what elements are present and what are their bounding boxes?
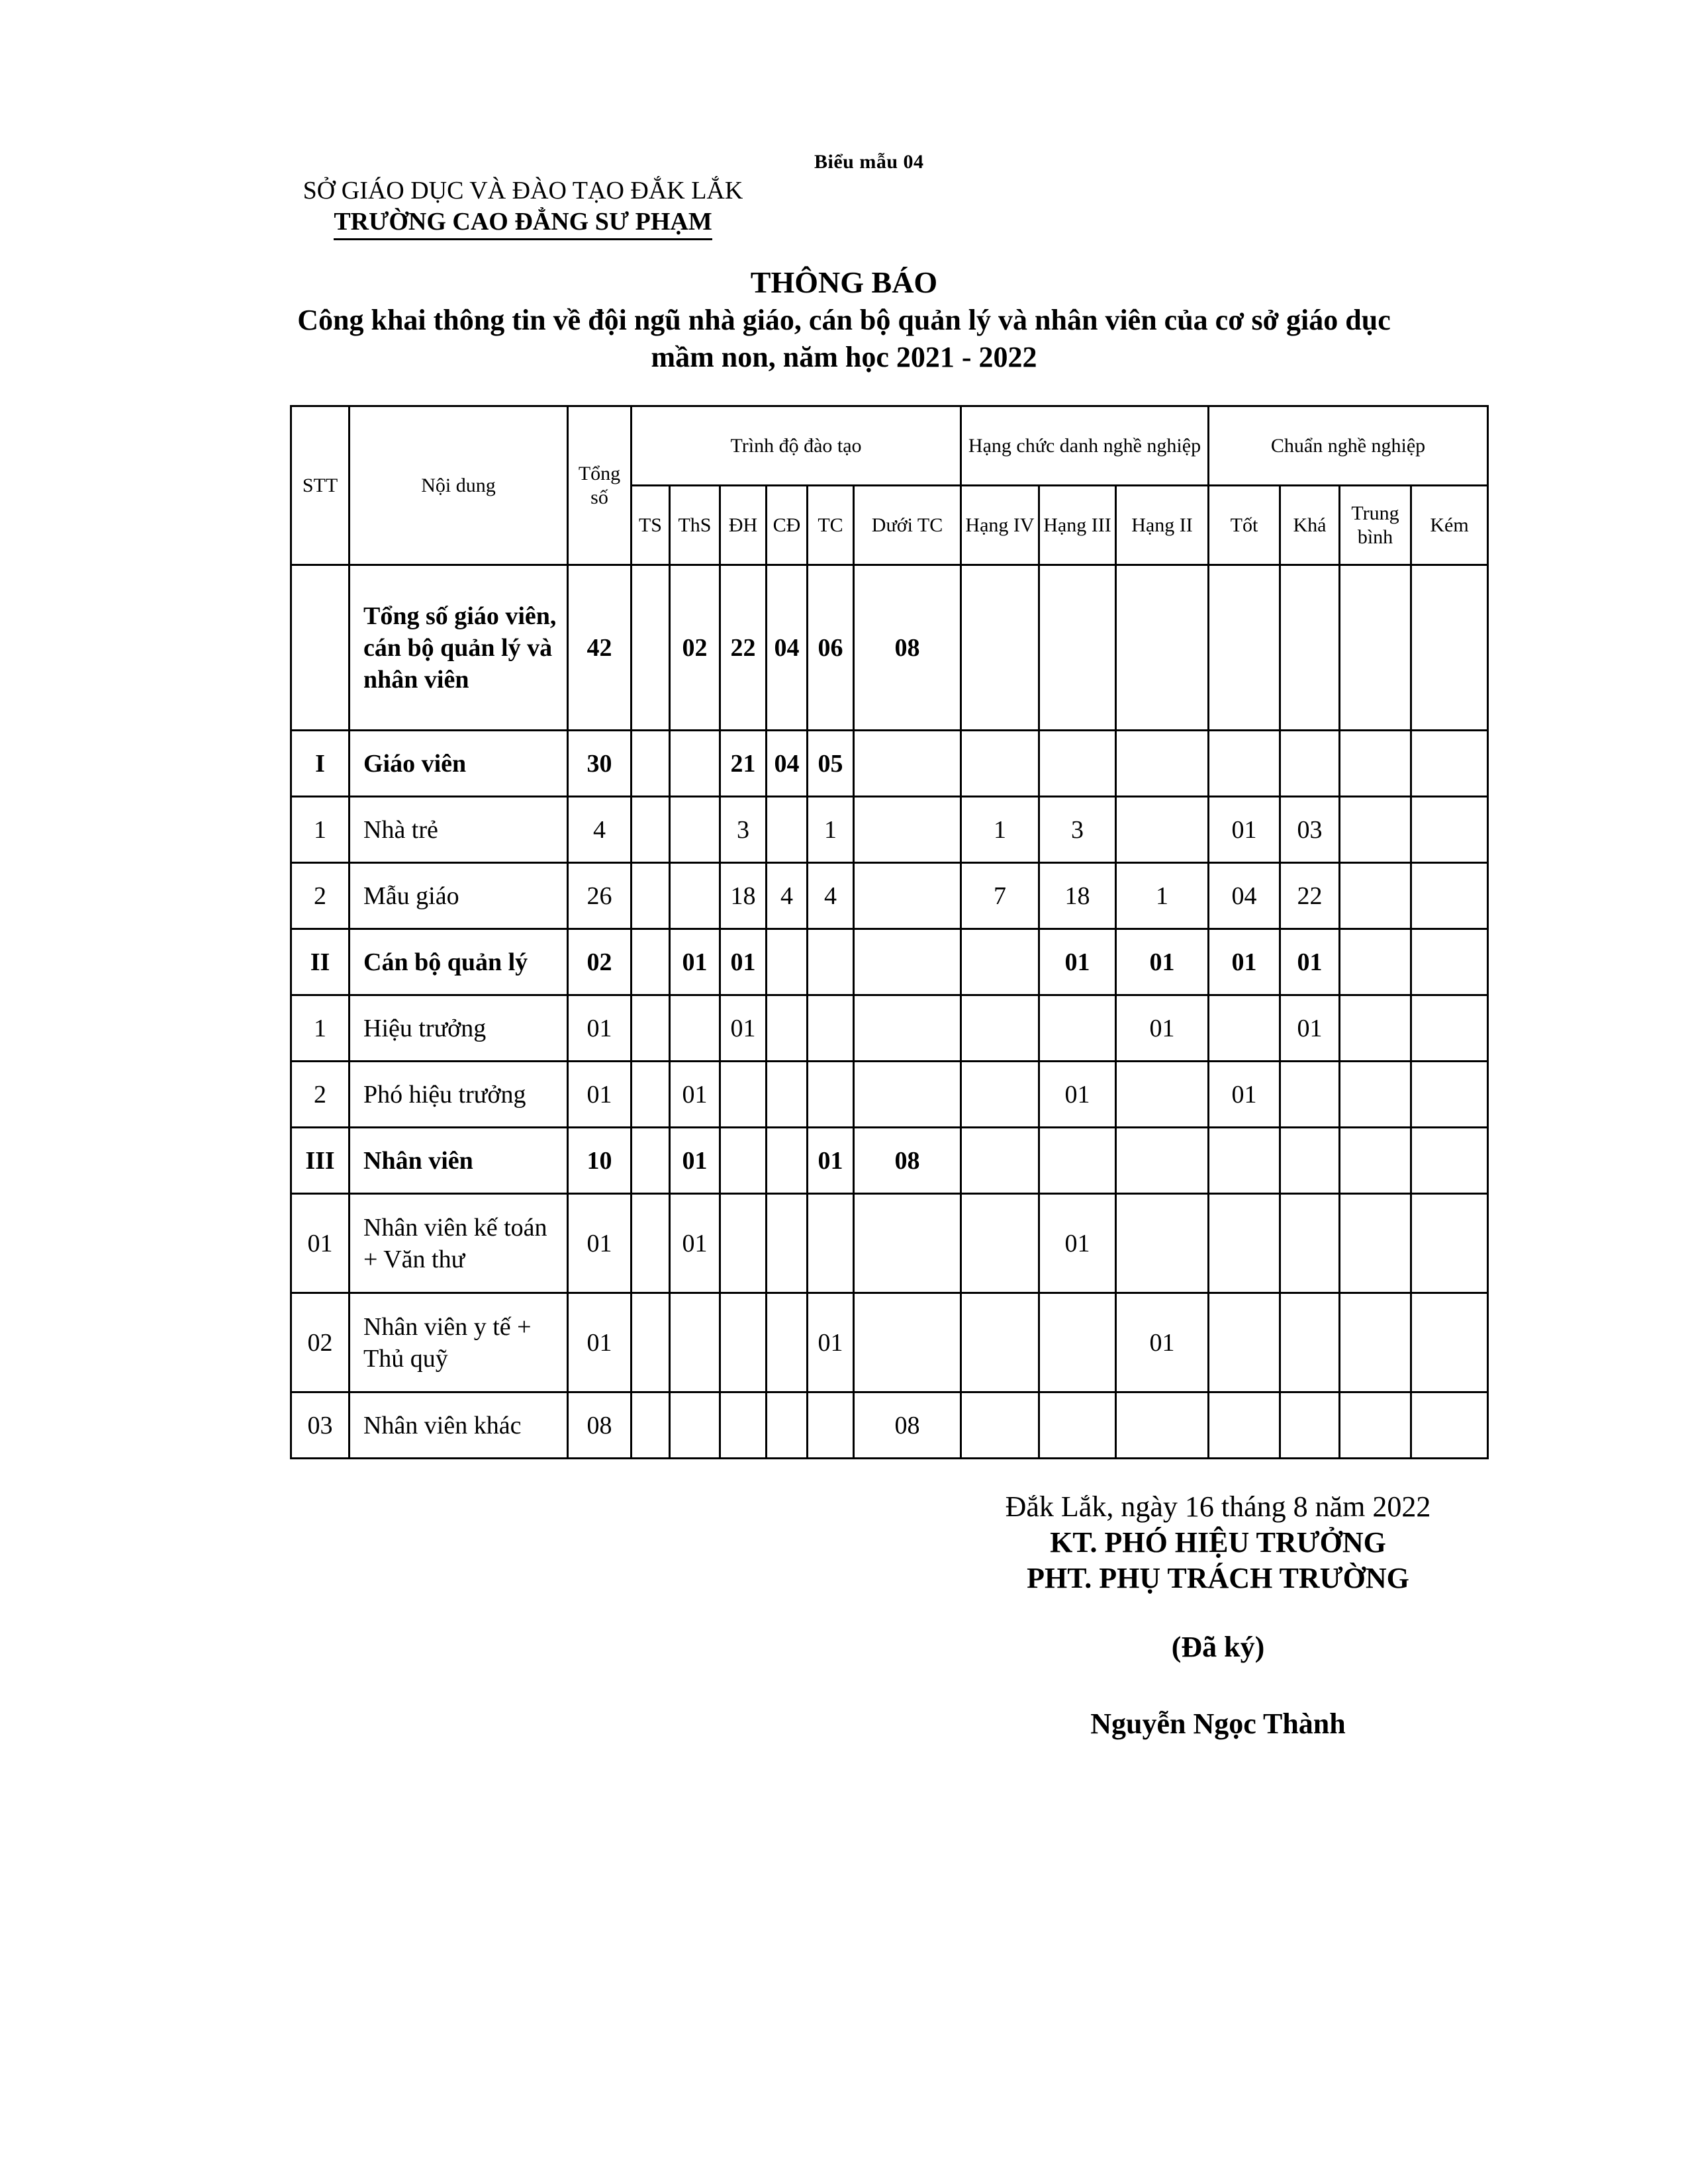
cell-kem bbox=[1411, 1128, 1488, 1194]
table-row bbox=[291, 929, 1488, 995]
cell-content: Tổng số giáo viên, cán bộ quản lý và nhân viên bbox=[350, 565, 568, 731]
cell-kha: 03 bbox=[1280, 797, 1340, 863]
header-duoi-tc: Dưới TC bbox=[854, 486, 961, 565]
header-dh: ĐH bbox=[720, 486, 767, 565]
cell-hang-iv: 1 bbox=[961, 797, 1039, 863]
cell-tb bbox=[1340, 565, 1411, 731]
cell-cd: 04 bbox=[767, 565, 808, 731]
cell-hang-iv bbox=[961, 995, 1039, 1062]
cell-tot bbox=[1209, 1293, 1280, 1392]
cell-stt: II bbox=[291, 929, 350, 995]
cell-content: Nhân viên bbox=[350, 1128, 568, 1194]
header-content: Nội dung bbox=[350, 406, 568, 565]
title-line-2: mầm non, năm học 2021 - 2022 bbox=[651, 341, 1037, 373]
cell-cd: 04 bbox=[767, 731, 808, 797]
cell-tot: 01 bbox=[1209, 1062, 1280, 1128]
cell-content: Mẫu giáo bbox=[350, 863, 568, 929]
cell-kha bbox=[1280, 565, 1340, 731]
cell-stt: I bbox=[291, 731, 350, 797]
cell-ths bbox=[670, 863, 720, 929]
cell-kha: 01 bbox=[1280, 929, 1340, 995]
cell-kem bbox=[1411, 1392, 1488, 1459]
cell-cd bbox=[767, 1062, 808, 1128]
cell-tot: 04 bbox=[1209, 863, 1280, 929]
cell-hang-iii: 18 bbox=[1039, 863, 1116, 929]
header-training: Trình độ đào tạo bbox=[632, 406, 961, 486]
cell-ths: 02 bbox=[670, 565, 720, 731]
cell-duoi-tc: 08 bbox=[854, 565, 961, 731]
cell-kha: 01 bbox=[1280, 995, 1340, 1062]
cell-dh bbox=[720, 1293, 767, 1392]
cell-cd bbox=[767, 1392, 808, 1459]
cell-tb bbox=[1340, 995, 1411, 1062]
title-line-1: Công khai thông tin về đội ngũ nhà giáo, cán bộ quản lý và nhân viên của cơ sở giáo dục bbox=[297, 304, 1391, 336]
table-row bbox=[291, 731, 1488, 797]
cell-kha bbox=[1280, 731, 1340, 797]
cell-dh: 01 bbox=[720, 995, 767, 1062]
cell-kha bbox=[1280, 1392, 1340, 1459]
cell-ths bbox=[670, 995, 720, 1062]
header-total: Tổng số bbox=[568, 406, 632, 565]
form-code: Biểu mẫu 04 bbox=[814, 151, 924, 173]
cell-hang-ii: 1 bbox=[1116, 863, 1209, 929]
cell-ts bbox=[632, 1392, 670, 1459]
cell-ts bbox=[632, 565, 670, 731]
cell-cd bbox=[767, 1194, 808, 1293]
cell-tot bbox=[1209, 1194, 1280, 1293]
header-stt: STT bbox=[291, 406, 350, 565]
cell-total: 10 bbox=[568, 1128, 632, 1194]
cell-dh: 3 bbox=[720, 797, 767, 863]
cell-kem bbox=[1411, 565, 1488, 731]
cell-ths: 01 bbox=[670, 1128, 720, 1194]
cell-total: 42 bbox=[568, 565, 632, 731]
cell-ths bbox=[670, 731, 720, 797]
notice-title bbox=[199, 263, 1489, 376]
cell-tb bbox=[1340, 863, 1411, 929]
cell-dh: 18 bbox=[720, 863, 767, 929]
cell-content: Giáo viên bbox=[350, 731, 568, 797]
cell-tot bbox=[1209, 1128, 1280, 1194]
signed-note: (Đã ký) bbox=[1171, 1631, 1265, 1663]
header-tc: TC bbox=[808, 486, 854, 565]
signature-title-1: KT. PHÓ HIỆU TRƯỞNG bbox=[1050, 1526, 1386, 1559]
cell-duoi-tc: 08 bbox=[854, 1392, 961, 1459]
header-hang-iv: Hạng IV bbox=[961, 486, 1039, 565]
cell-tc: 05 bbox=[808, 731, 854, 797]
cell-tb bbox=[1340, 1128, 1411, 1194]
cell-cd bbox=[767, 1128, 808, 1194]
signer-name: Nguyễn Ngọc Thành bbox=[1090, 1707, 1346, 1740]
cell-tc bbox=[808, 1062, 854, 1128]
cell-kem bbox=[1411, 1062, 1488, 1128]
cell-stt: 1 bbox=[291, 797, 350, 863]
cell-hang-iii bbox=[1039, 565, 1116, 731]
cell-content: Nhân viên kế toán + Văn thư bbox=[350, 1194, 568, 1293]
cell-hang-iv bbox=[961, 565, 1039, 731]
cell-ths: 01 bbox=[670, 1194, 720, 1293]
table-row bbox=[291, 1194, 1488, 1293]
cell-tb bbox=[1340, 1392, 1411, 1459]
cell-tc bbox=[808, 929, 854, 995]
school-name: TRƯỜNG CAO ĐẲNG SƯ PHẠM bbox=[334, 206, 712, 240]
cell-content: Nhân viên khác bbox=[350, 1392, 568, 1459]
cell-kem bbox=[1411, 929, 1488, 995]
cell-cd bbox=[767, 797, 808, 863]
cell-kha bbox=[1280, 1128, 1340, 1194]
cell-stt: 1 bbox=[291, 995, 350, 1062]
cell-total: 01 bbox=[568, 995, 632, 1062]
cell-hang-iii: 3 bbox=[1039, 797, 1116, 863]
cell-hang-iv bbox=[961, 731, 1039, 797]
table-row bbox=[291, 1392, 1488, 1459]
cell-hang-iii bbox=[1039, 1293, 1116, 1392]
cell-duoi-tc: 08 bbox=[854, 1128, 961, 1194]
cell-tc: 01 bbox=[808, 1128, 854, 1194]
cell-tb bbox=[1340, 731, 1411, 797]
cell-tb bbox=[1340, 1062, 1411, 1128]
cell-hang-iv bbox=[961, 929, 1039, 995]
cell-tc bbox=[808, 995, 854, 1062]
header-rank: Hạng chức danh nghề nghiệp bbox=[961, 406, 1209, 486]
cell-dh: 21 bbox=[720, 731, 767, 797]
cell-hang-iv bbox=[961, 1392, 1039, 1459]
cell-hang-iv bbox=[961, 1128, 1039, 1194]
cell-dh bbox=[720, 1128, 767, 1194]
cell-total: 08 bbox=[568, 1392, 632, 1459]
cell-hang-ii bbox=[1116, 565, 1209, 731]
cell-tot: 01 bbox=[1209, 797, 1280, 863]
cell-hang-iv bbox=[961, 1062, 1039, 1128]
cell-stt: III bbox=[291, 1128, 350, 1194]
cell-ts bbox=[632, 929, 670, 995]
department-name: SỞ GIÁO DỤC VÀ ĐÀO TẠO ĐẮK LẮK bbox=[303, 177, 743, 205]
cell-tc bbox=[808, 1194, 854, 1293]
header-standard: Chuẩn nghề nghiệp bbox=[1209, 406, 1488, 486]
cell-tc: 1 bbox=[808, 797, 854, 863]
cell-kem bbox=[1411, 1194, 1488, 1293]
cell-dh bbox=[720, 1062, 767, 1128]
cell-hang-ii bbox=[1116, 1128, 1209, 1194]
table-row bbox=[291, 1293, 1488, 1392]
cell-duoi-tc bbox=[854, 731, 961, 797]
cell-tc: 06 bbox=[808, 565, 854, 731]
cell-total: 02 bbox=[568, 929, 632, 995]
cell-ts bbox=[632, 1062, 670, 1128]
cell-kem bbox=[1411, 863, 1488, 929]
cell-hang-iv: 7 bbox=[961, 863, 1039, 929]
cell-total: 01 bbox=[568, 1062, 632, 1128]
cell-total: 01 bbox=[568, 1293, 632, 1392]
cell-dh: 22 bbox=[720, 565, 767, 731]
cell-content: Phó hiệu trưởng bbox=[350, 1062, 568, 1128]
cell-kem bbox=[1411, 731, 1488, 797]
organization-header bbox=[285, 175, 761, 240]
cell-kha: 22 bbox=[1280, 863, 1340, 929]
table-row bbox=[291, 995, 1488, 1062]
cell-duoi-tc bbox=[854, 863, 961, 929]
cell-duoi-tc bbox=[854, 1293, 961, 1392]
header-ts: TS bbox=[632, 486, 670, 565]
cell-ths: 01 bbox=[670, 1062, 720, 1128]
signature-date: Đắk Lắk, ngày 16 tháng 8 năm 2022 bbox=[1005, 1490, 1431, 1523]
cell-hang-ii: 01 bbox=[1116, 929, 1209, 995]
cell-content: Cán bộ quản lý bbox=[350, 929, 568, 995]
cell-content: Nhân viên y tế + Thủ quỹ bbox=[350, 1293, 568, 1392]
cell-dh bbox=[720, 1194, 767, 1293]
cell-tc: 01 bbox=[808, 1293, 854, 1392]
cell-ts bbox=[632, 995, 670, 1062]
title-main: THÔNG BÁO bbox=[750, 265, 938, 299]
cell-hang-iii bbox=[1039, 1392, 1116, 1459]
cell-content: Hiệu trưởng bbox=[350, 995, 568, 1062]
cell-hang-iii bbox=[1039, 995, 1116, 1062]
cell-duoi-tc bbox=[854, 797, 961, 863]
cell-duoi-tc bbox=[854, 929, 961, 995]
cell-total: 01 bbox=[568, 1194, 632, 1293]
cell-cd: 4 bbox=[767, 863, 808, 929]
cell-total: 4 bbox=[568, 797, 632, 863]
cell-dh bbox=[720, 1392, 767, 1459]
cell-duoi-tc bbox=[854, 1062, 961, 1128]
cell-total: 30 bbox=[568, 731, 632, 797]
cell-ts bbox=[632, 1293, 670, 1392]
cell-duoi-tc bbox=[854, 995, 961, 1062]
header-trung-binh: Trung bình bbox=[1340, 486, 1411, 565]
cell-stt: 2 bbox=[291, 1062, 350, 1128]
cell-stt: 03 bbox=[291, 1392, 350, 1459]
cell-cd bbox=[767, 929, 808, 995]
cell-hang-ii bbox=[1116, 1392, 1209, 1459]
cell-ths bbox=[670, 1293, 720, 1392]
cell-cd bbox=[767, 995, 808, 1062]
cell-hang-iii bbox=[1039, 1128, 1116, 1194]
cell-tot bbox=[1209, 731, 1280, 797]
table-body bbox=[291, 565, 1488, 1459]
cell-kem bbox=[1411, 797, 1488, 863]
cell-dh: 01 bbox=[720, 929, 767, 995]
cell-hang-iv bbox=[961, 1194, 1039, 1293]
cell-ts bbox=[632, 1194, 670, 1293]
cell-ts bbox=[632, 731, 670, 797]
table-row bbox=[291, 863, 1488, 929]
cell-tc bbox=[808, 1392, 854, 1459]
cell-ts bbox=[632, 797, 670, 863]
header-tot: Tốt bbox=[1209, 486, 1280, 565]
cell-hang-ii bbox=[1116, 797, 1209, 863]
cell-cd bbox=[767, 1293, 808, 1392]
cell-stt: 2 bbox=[291, 863, 350, 929]
cell-content: Nhà trẻ bbox=[350, 797, 568, 863]
cell-ths bbox=[670, 1392, 720, 1459]
cell-tot bbox=[1209, 1392, 1280, 1459]
cell-hang-iii: 01 bbox=[1039, 1062, 1116, 1128]
cell-hang-iii: 01 bbox=[1039, 1194, 1116, 1293]
cell-hang-ii: 01 bbox=[1116, 1293, 1209, 1392]
cell-hang-ii bbox=[1116, 731, 1209, 797]
cell-ths bbox=[670, 797, 720, 863]
cell-tb bbox=[1340, 1194, 1411, 1293]
cell-tb bbox=[1340, 1293, 1411, 1392]
signature-title-2: PHT. PHỤ TRÁCH TRƯỜNG bbox=[1027, 1562, 1409, 1594]
cell-hang-ii bbox=[1116, 1062, 1209, 1128]
cell-ts bbox=[632, 1128, 670, 1194]
staff-table bbox=[290, 405, 1489, 1459]
cell-tot bbox=[1209, 565, 1280, 731]
header-cd: CĐ bbox=[767, 486, 808, 565]
cell-tb bbox=[1340, 929, 1411, 995]
cell-ts bbox=[632, 863, 670, 929]
cell-stt: 02 bbox=[291, 1293, 350, 1392]
cell-hang-iii: 01 bbox=[1039, 929, 1116, 995]
header-hang-ii: Hạng II bbox=[1116, 486, 1209, 565]
cell-tb bbox=[1340, 797, 1411, 863]
cell-hang-iii bbox=[1039, 731, 1116, 797]
cell-kem bbox=[1411, 1293, 1488, 1392]
header-hang-iii: Hạng III bbox=[1039, 486, 1116, 565]
cell-hang-ii: 01 bbox=[1116, 995, 1209, 1062]
table-row bbox=[291, 797, 1488, 863]
header-kha: Khá bbox=[1280, 486, 1340, 565]
cell-stt bbox=[291, 565, 350, 731]
cell-total: 26 bbox=[568, 863, 632, 929]
table-row bbox=[291, 565, 1488, 731]
cell-kha bbox=[1280, 1062, 1340, 1128]
cell-tc: 4 bbox=[808, 863, 854, 929]
cell-tot bbox=[1209, 995, 1280, 1062]
header-ths: ThS bbox=[670, 486, 720, 565]
table-row bbox=[291, 1128, 1488, 1194]
header-kem: Kém bbox=[1411, 486, 1488, 565]
cell-kem bbox=[1411, 995, 1488, 1062]
cell-hang-iv bbox=[961, 1293, 1039, 1392]
cell-hang-ii bbox=[1116, 1194, 1209, 1293]
cell-kha bbox=[1280, 1194, 1340, 1293]
signature-block bbox=[927, 1489, 1509, 1742]
cell-ths: 01 bbox=[670, 929, 720, 995]
cell-kha bbox=[1280, 1293, 1340, 1392]
cell-duoi-tc bbox=[854, 1194, 961, 1293]
cell-tot: 01 bbox=[1209, 929, 1280, 995]
cell-stt: 01 bbox=[291, 1194, 350, 1293]
table-row bbox=[291, 1062, 1488, 1128]
